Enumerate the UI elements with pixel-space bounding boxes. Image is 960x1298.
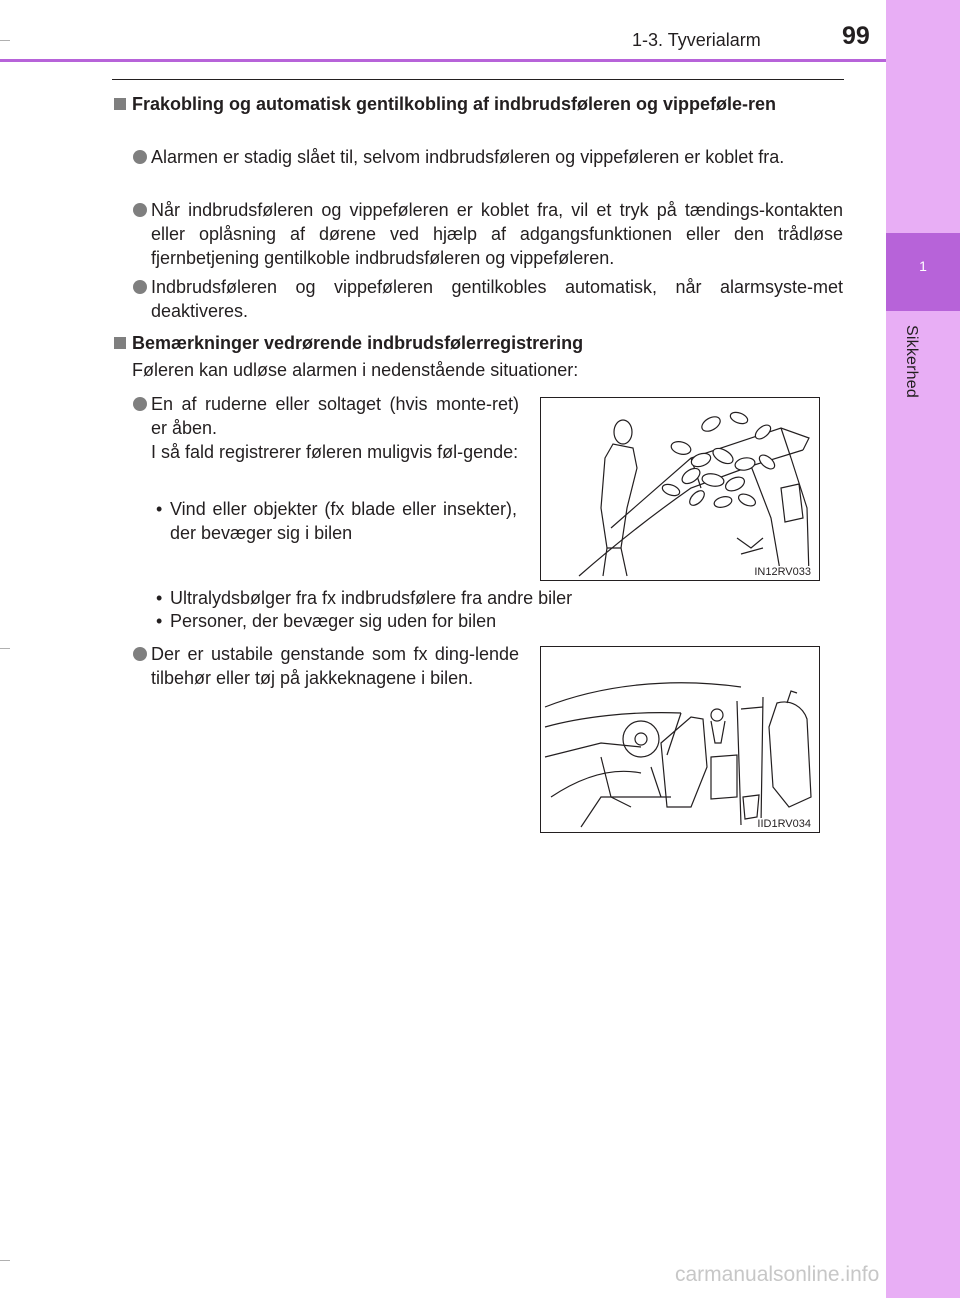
section-title: 1-3. Tyverialarm xyxy=(632,30,761,50)
round-bullet-icon xyxy=(133,647,147,661)
intro-text: Føleren kan udløse alarmen i nedenstående situationer: xyxy=(132,360,579,380)
chapter-side-strip xyxy=(886,0,960,1298)
bullet-text: Der er ustabile genstande som fx ding-lende tilbehør eller tøj på jakkeknagene i bilen. xyxy=(151,644,519,688)
round-bullet-icon xyxy=(133,203,147,217)
bullet-text: En af ruderne eller soltaget (hvis monte-ret) er åben. xyxy=(151,394,519,438)
sub-bullet-icon: • xyxy=(156,499,163,519)
section-heading: Bemærkninger vedrørende indbrudsfølerregistrering xyxy=(132,333,584,353)
bullet-text: Indbrudsføleren og vippeføleren gentilkobles automatisk, når alarmsyste-met deaktiveres. xyxy=(151,277,843,321)
page-number: 99 xyxy=(842,22,870,50)
crop-mark xyxy=(0,648,10,649)
sub-bullet-icon: • xyxy=(156,588,163,608)
sub-bullet-text: Personer, der bevæger sig uden for bilen xyxy=(170,611,497,631)
watermark: carmanualsonline.info xyxy=(675,1263,880,1286)
chapter-title: Sikkerhed xyxy=(903,325,920,398)
bullet-text: Alarmen er stadig slået til, selvom indbrudsføleren og vippeføleren er koblet fra. xyxy=(151,147,785,167)
figure-car-interior xyxy=(540,646,820,833)
round-bullet-icon xyxy=(133,280,147,294)
sub-bullet-text: Vind eller objekter (fx blade eller insekter), der bevæger sig i bilen xyxy=(170,499,517,543)
bullet-text: I så fald registrerer føleren muligvis føl-gende: xyxy=(151,442,519,462)
square-bullet-icon xyxy=(114,98,126,110)
header-divider xyxy=(0,59,886,62)
sub-bullet-icon: • xyxy=(156,611,163,631)
square-bullet-icon xyxy=(114,337,126,349)
figure-roof-leaves xyxy=(540,397,820,581)
figure-code: IID1RV034 xyxy=(757,818,811,830)
bullet-text: Når indbrudsføleren og vippeføleren er koblet fra, vil et tryk på tændings-kontakten eller oplåsning af dørene ved hjælp af adgangsfunktionen eller den trådløse fjernbetjening gentilkoble indbrudsføleren og vippeføleren. xyxy=(151,200,843,268)
round-bullet-icon xyxy=(133,397,147,411)
section-heading: Frakobling og automatisk gentilkobling af indbrudsføleren og vippeføle-ren xyxy=(132,94,777,114)
figure-code: IN12RV033 xyxy=(754,566,811,578)
round-bullet-icon xyxy=(133,150,147,164)
crop-mark xyxy=(0,40,10,41)
content-divider xyxy=(112,79,844,80)
sub-bullet-text: Ultralydsbølger fra fx indbrudsfølere fra andre biler xyxy=(170,588,573,608)
crop-mark xyxy=(0,1260,10,1261)
chapter-number: 1 xyxy=(919,258,927,274)
